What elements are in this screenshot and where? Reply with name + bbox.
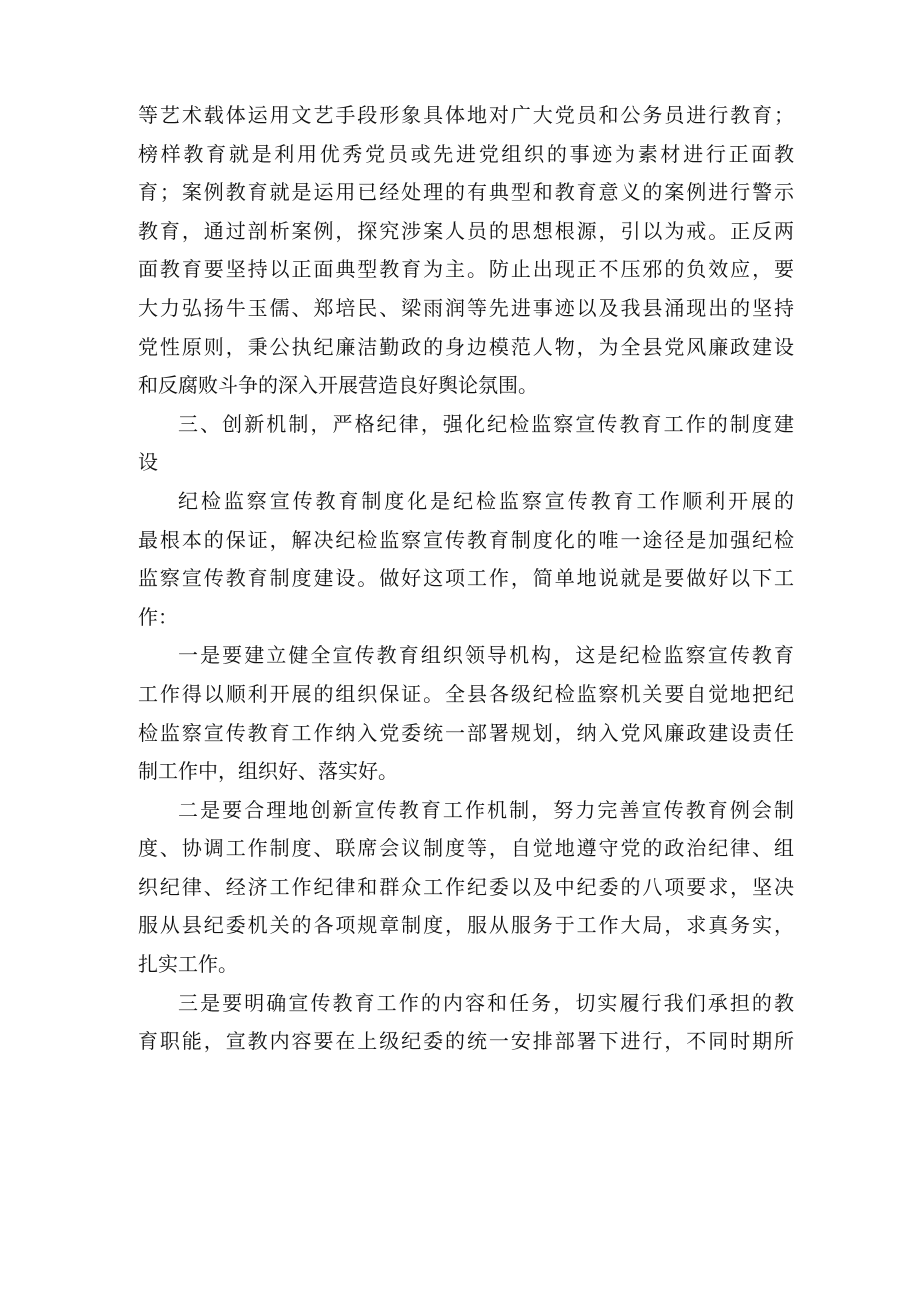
text-line: 服从县纪委机关的各项规章制度，服从服务于工作大局，求真务实， <box>138 913 794 938</box>
text-line: 作： <box>138 604 178 629</box>
text-line: 扎实工作。 <box>138 952 238 977</box>
text-line: 榜样教育就是利用优秀党员或先进党组织的事迹为素材进行正面教 <box>138 141 794 166</box>
text-line: 工作得以顺利开展的组织保证。全县各级纪检监察机关要自觉地把纪 <box>138 681 794 706</box>
text-line: 二是要合理地创新宣传教育工作机制，努力完善宣传教育例会制 <box>178 797 794 822</box>
text-line: 最根本的保证，解决纪检监察宣传教育制度化的唯一途径是加强纪检 <box>138 527 794 552</box>
text-line: 党性原则，秉公执纪廉洁勤政的身边模范人物，为全县党风廉政建设 <box>138 334 794 359</box>
text-line: 育；案例教育就是运用已经处理的有典型和教育意义的案例进行警示 <box>138 180 794 205</box>
section-heading-continued: 设 <box>138 450 158 475</box>
section-heading: 三、创新机制，严格纪律，强化纪检监察宣传教育工作的制度建 <box>178 411 794 436</box>
text-line: 面教育要坚持以正面典型教育为主。防止出现正不压邪的负效应，要 <box>138 257 794 282</box>
text-line: 检监察宣传教育工作纳入党委统一部署规划，纳入党风廉政建设责任 <box>138 720 794 745</box>
text-line: 和反腐败斗争的深入开展营造良好舆论氛围。 <box>138 373 538 398</box>
text-line: 大力弘扬牛玉儒、郑培民、梁雨润等先进事迹以及我县涌现出的坚持 <box>138 295 794 320</box>
text-line: 纪检监察宣传教育制度化是纪检监察宣传教育工作顺利开展的 <box>178 488 794 513</box>
text-line: 织纪律、经济工作纪律和群众工作纪委以及中纪委的八项要求，坚决 <box>138 874 794 899</box>
text-line: 等艺术载体运用文艺手段形象具体地对广大党员和公务员进行教育； <box>138 103 794 127</box>
document-body <box>138 96 794 1061</box>
text-line: 三是要明确宣传教育工作的内容和任务，切实履行我们承担的教 <box>178 990 794 1015</box>
text-line: 一是要建立健全宣传教育组织领导机构，这是纪检监察宣传教育 <box>178 643 794 668</box>
text-line: 监察宣传教育制度建设。做好这项工作，简单地说就是要做好以下工 <box>138 566 794 591</box>
text-line: 教育，通过剖析案例，探究涉案人员的思想根源，引以为戒。正反两 <box>138 218 794 243</box>
text-line: 育职能，宣教内容要在上级纪委的统一安排部署下进行，不同时期所 <box>138 1029 794 1054</box>
text-line: 度、协调工作制度、联席会议制度等，自觉地遵守党的政治纪律、组 <box>138 836 794 861</box>
text-line: 制工作中，组织好、落实好。 <box>138 759 398 784</box>
